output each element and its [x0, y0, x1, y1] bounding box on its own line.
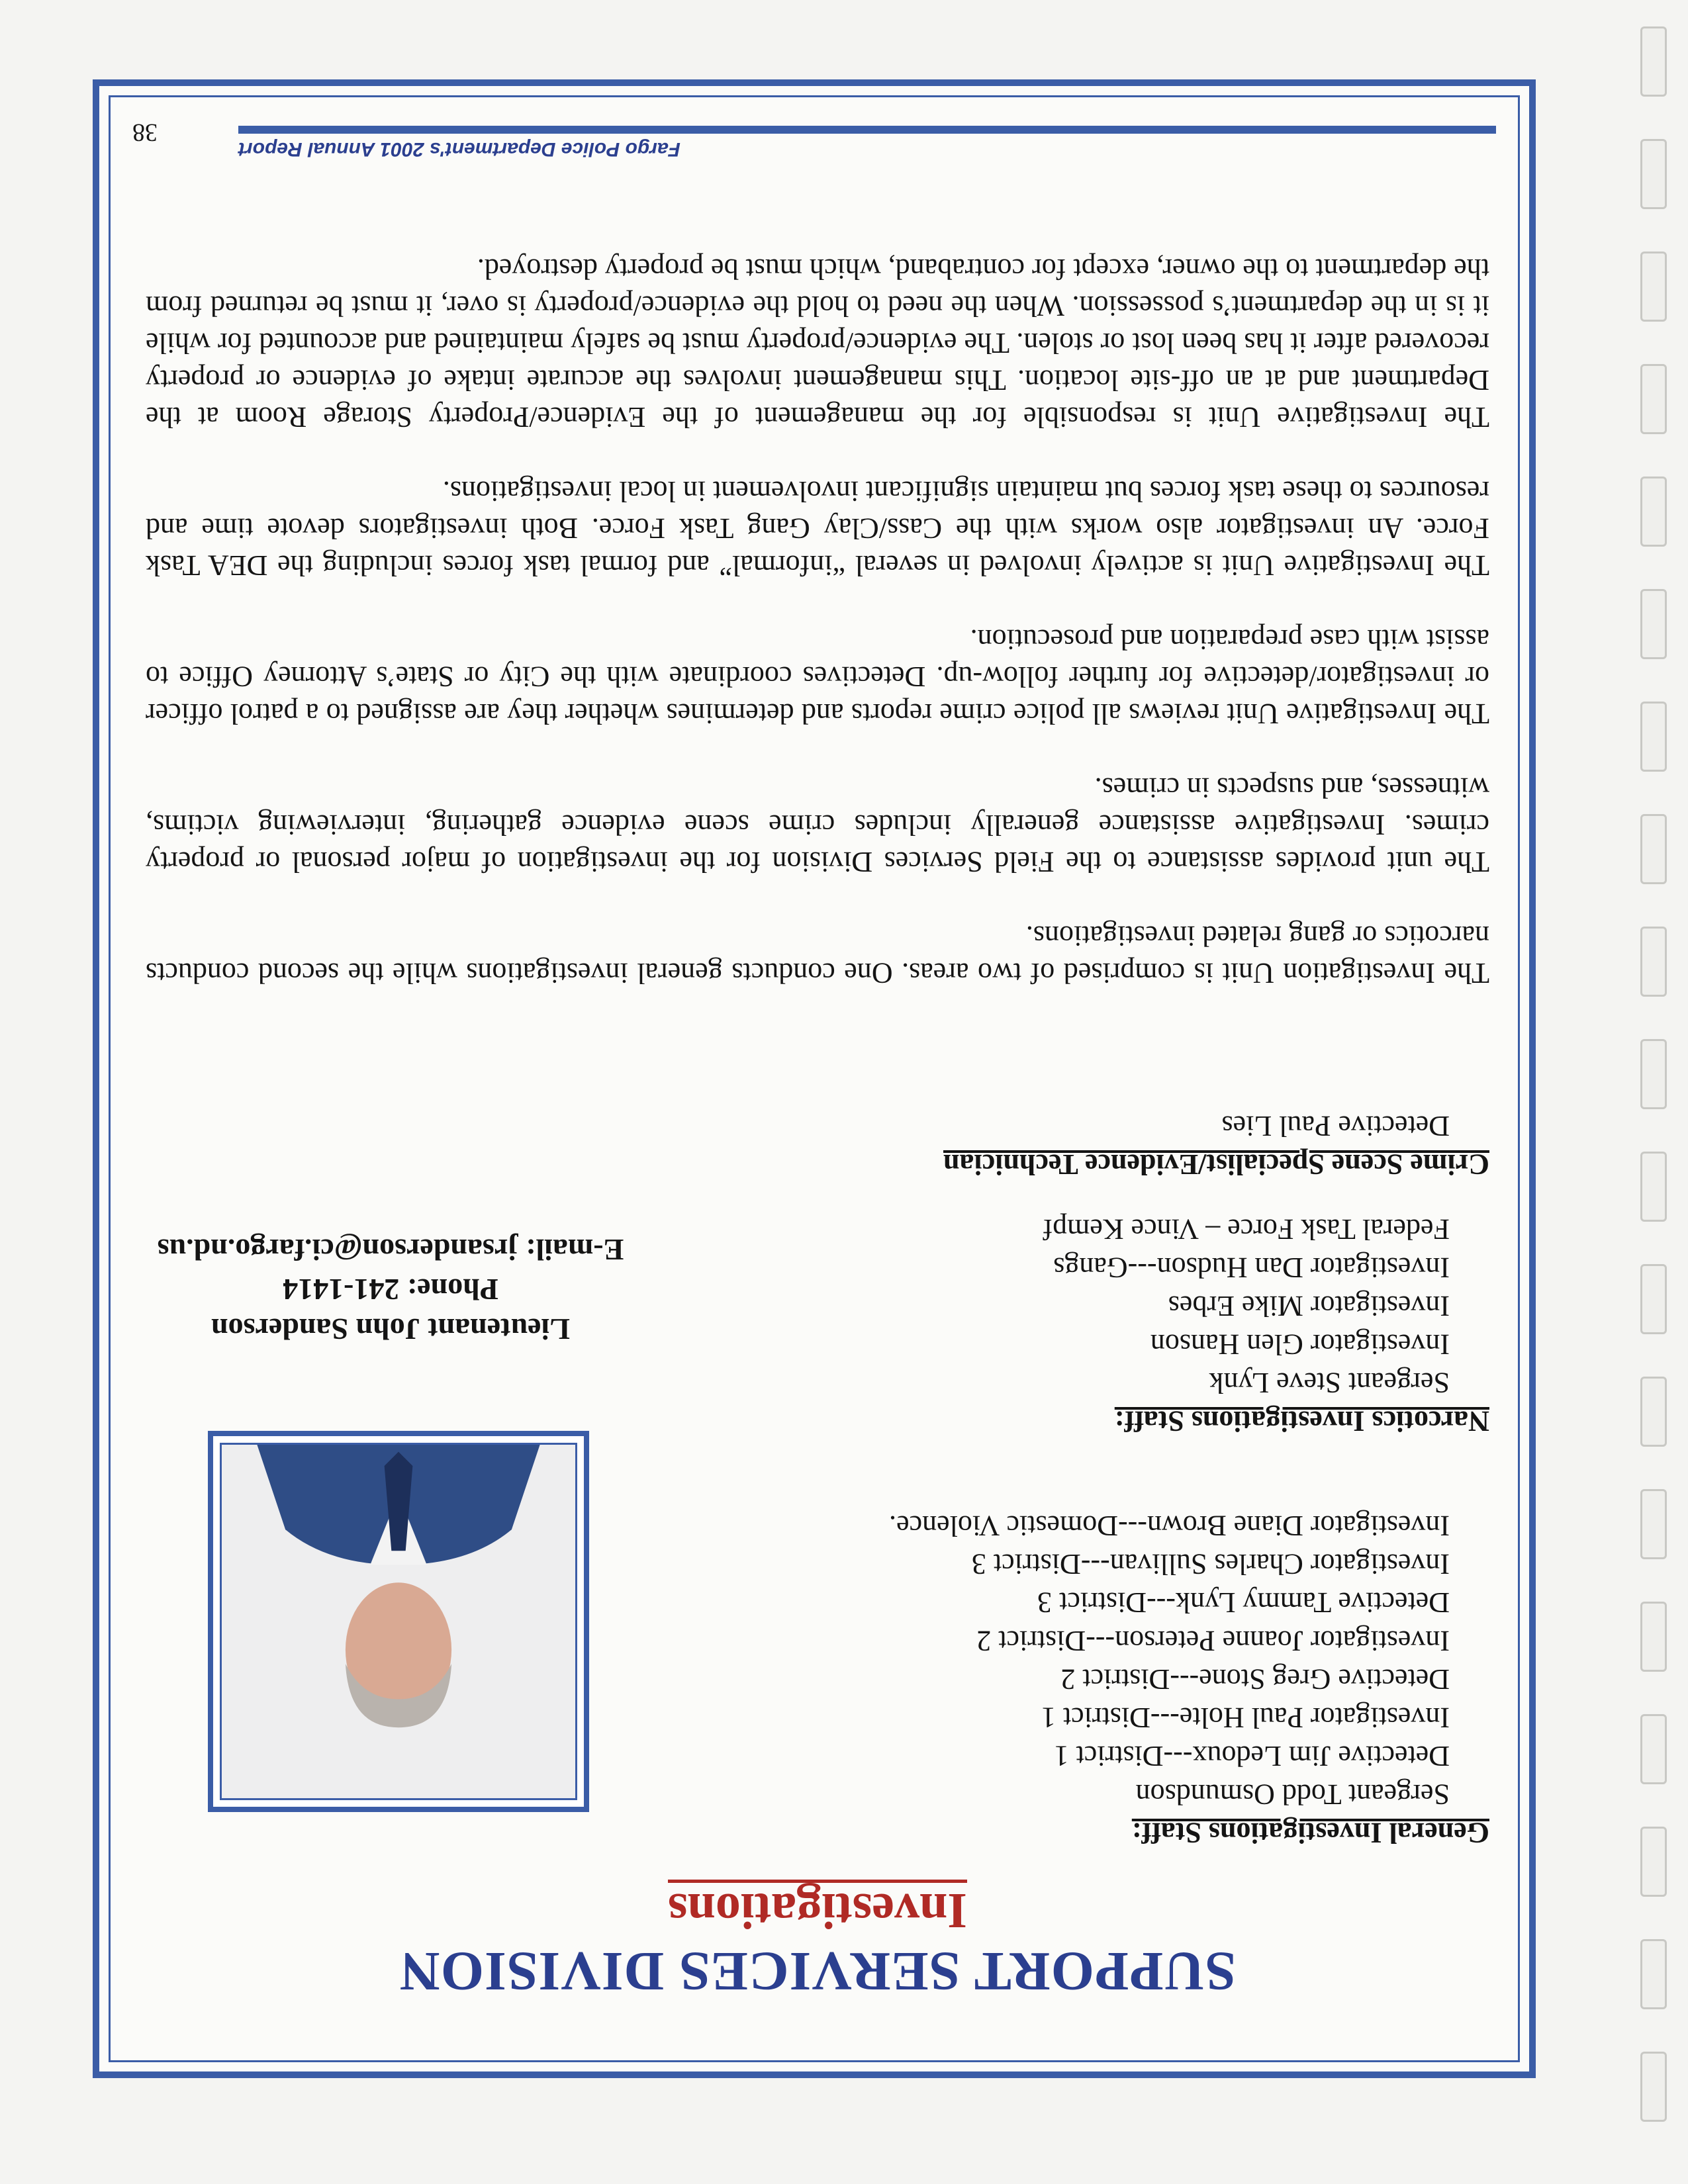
- narcotics-staff-list: [589, 1210, 1450, 1402]
- footer-rule: [238, 126, 1496, 134]
- binder-hole: [1640, 1939, 1667, 2009]
- body-paragraph: The unit provides assistance to the Field Services Division for the investigation of major personal or property crimes. Investigative assistance generally includes crime scene evidence gathering, interviewing victims, witnesses, and suspects in crimes.: [146, 772, 1489, 879]
- contact-phone: Phone: 241-1414: [283, 1273, 498, 1307]
- page-number: 38: [132, 118, 158, 146]
- binder-hole: [1640, 139, 1667, 209]
- section-subtitle: [146, 1882, 1489, 1938]
- binder-hole: [1640, 1827, 1667, 1897]
- staff-member: Investigator Joanne Peterson---District 2: [976, 1625, 1450, 1658]
- contact-block: [152, 1230, 629, 1349]
- csi-heading: Crime Scene Specialist/Evidence Technician: [943, 1148, 1489, 1181]
- staff-member: Detective Paul Lies: [1221, 1110, 1450, 1143]
- portrait-photo-icon: [222, 1445, 575, 1798]
- binder-hole: [1640, 814, 1667, 884]
- binder-hole: [1640, 1377, 1667, 1447]
- staff-member: Investigator Paul Holte---District 1: [1041, 1702, 1450, 1735]
- staff-member: Investigator Mike Erbes: [1168, 1290, 1450, 1323]
- binder-hole: [1640, 364, 1667, 434]
- report-page: [93, 79, 1536, 2078]
- binder-hole: [1640, 26, 1667, 97]
- staff-member: Federal Task Force – Vince Kempf: [1043, 1213, 1450, 1246]
- staff-member: Detective Greg Stone---District 2: [1060, 1663, 1450, 1696]
- csi-list: [589, 1107, 1450, 1145]
- staff-member: Detective Tammy Lynk---District 3: [1037, 1586, 1450, 1619]
- staff-lists: [589, 1107, 1489, 1852]
- binder-holes: [1628, 0, 1688, 2184]
- page-content: [146, 213, 1489, 2002]
- general-staff-list: [589, 1506, 1450, 1813]
- contact-email: E-mail: jrsanderson@ci.fargo.nd.us: [157, 1233, 624, 1267]
- binder-hole: [1640, 1152, 1667, 1222]
- contact-name: Lieutenant John Sanderson: [211, 1312, 570, 1347]
- staff-member: Detective Jim Ledoux---District 1: [1054, 1740, 1450, 1773]
- footer-text: Fargo Police Department's 2001 Annual Report: [238, 138, 680, 160]
- body-paragraph: The Investigative Unit reviews all police crime reports and determines whether they are assigned to a patrol officer or investigator/detective for further follow-up. Detectives coordinate with the City or State’s Attorney Office to assist with case preparation and prosecution.: [146, 623, 1489, 731]
- binder-hole: [1640, 251, 1667, 322]
- binder-hole: [1640, 1264, 1667, 1334]
- binder-hole: [1640, 1039, 1667, 1109]
- body-text: [146, 250, 1489, 991]
- binder-hole: [1640, 702, 1667, 772]
- photo-frame: [208, 1431, 589, 1812]
- general-staff-heading: General Investigations Staff:: [1131, 1817, 1489, 1850]
- staff-member: Investigator Dan Hudson---Gangs: [1053, 1251, 1450, 1285]
- body-paragraph: The Investigative Unit is actively involved in several “informal” and formal task forces including the DEA Task Force. An investigator also works with the Cass/Clay Gang Task Force. Both investigators devote time and resources to these task forces but maintain significant involvement in local investigations.: [146, 475, 1489, 582]
- binder-hole: [1640, 927, 1667, 997]
- staff-member: Sergeant Steve Lynk: [1209, 1367, 1450, 1400]
- section-subtitle-text: Investigations: [668, 1880, 967, 1938]
- body-paragraph: The Investigative Unit is responsible for the management of the Evidence/Property Storage Room at the Department and at an off-site location. This management involves the accurate intake of evidence or property recovered after it has been lost or stolen. The evidence/property must be safely maintained and accounted for while it is in the department’s possession. When the need to hold the evidence/property is over, it must be returned from the department to the owner, except for contraband, which must be property destroyed.: [146, 253, 1489, 434]
- staff-member: Sergeant Todd Osmundson: [1135, 1778, 1450, 1811]
- binder-hole: [1640, 1489, 1667, 1559]
- binder-hole: [1640, 1714, 1667, 1784]
- binder-hole: [1640, 589, 1667, 659]
- portrait-photo: [220, 1443, 577, 1800]
- binder-hole: [1640, 477, 1667, 547]
- binder-hole: [1640, 1602, 1667, 1672]
- staff-member: Investigator Charles Sullivan---District 3: [971, 1548, 1450, 1581]
- body-paragraph: The Investigation Unit is comprised of two areas. One conducts general investigations while the second conducts narcotics or gang related investigations.: [146, 920, 1489, 990]
- staff-block: [146, 991, 1489, 1852]
- staff-member: Investigator Glen Hanson: [1150, 1328, 1450, 1361]
- binder-hole: [1640, 2052, 1667, 2122]
- narcotics-staff-heading: Narcotics Investigations Staff:: [1114, 1405, 1489, 1438]
- page-footer: [132, 113, 1496, 160]
- page-title: SUPPORT SERVICES DIVISION: [399, 1940, 1236, 2002]
- staff-member: Investigator Diane Brown---Domestic Violence.: [889, 1510, 1450, 1543]
